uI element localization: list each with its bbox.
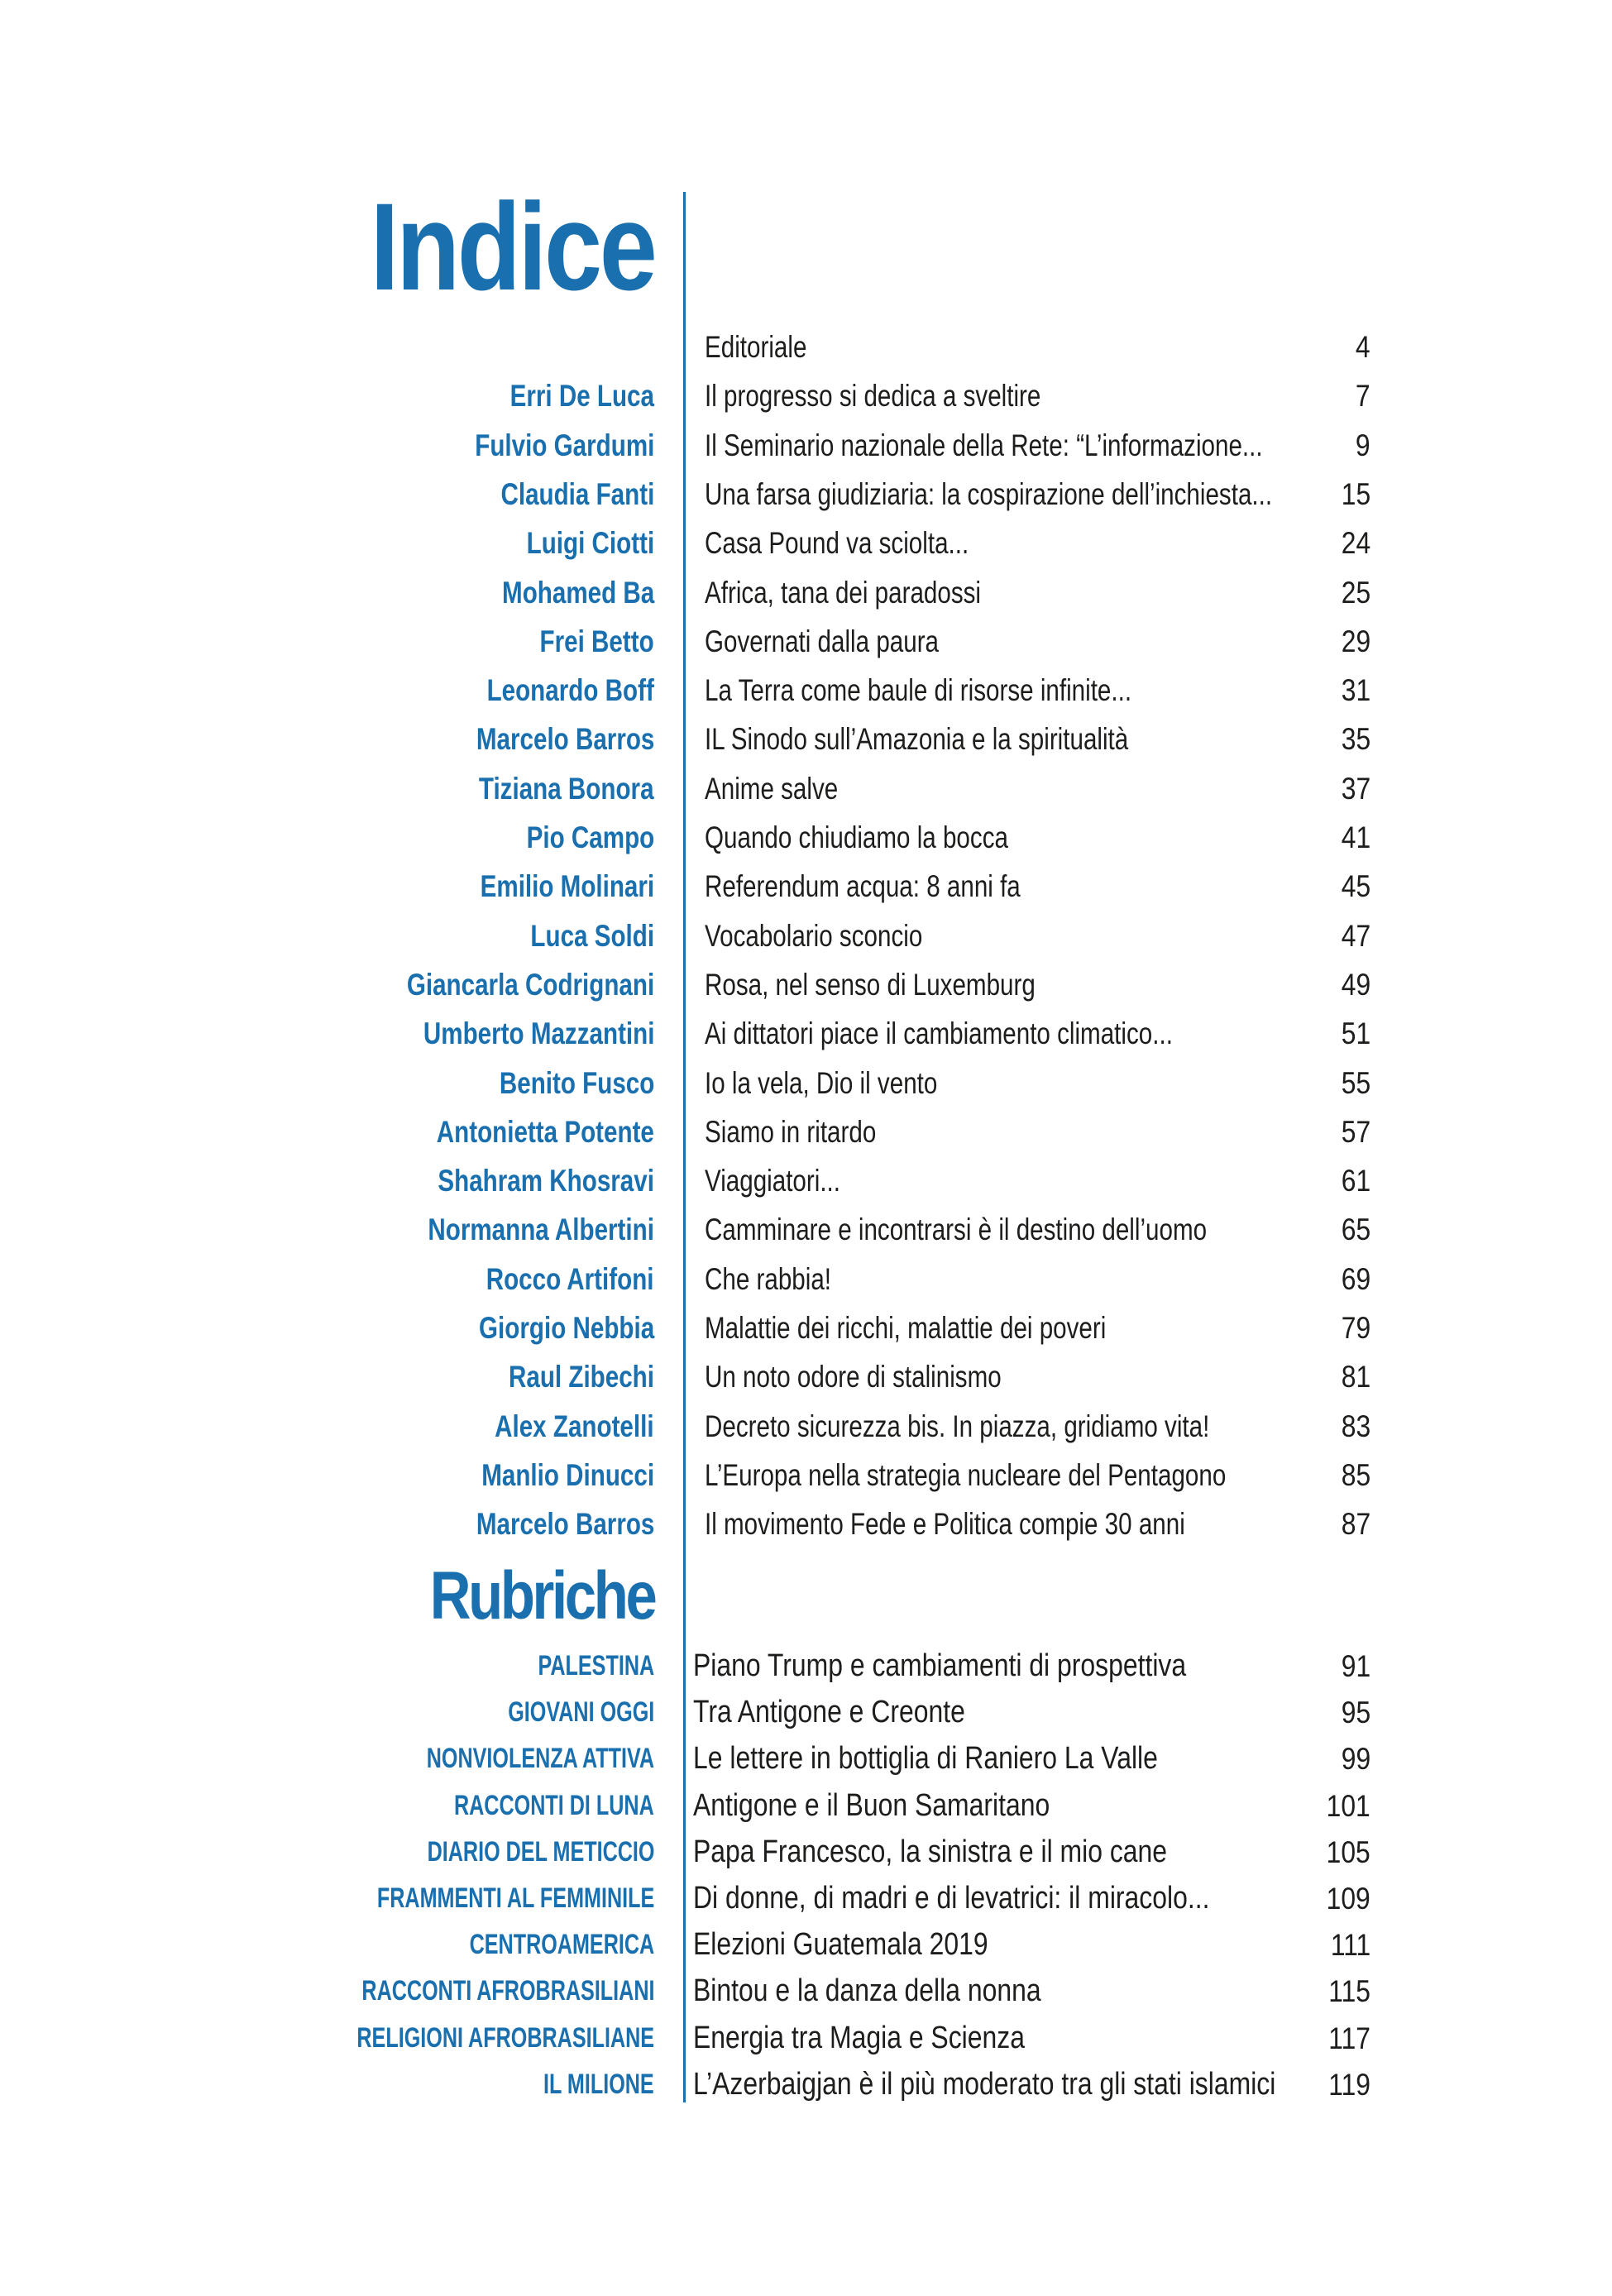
rubrica-page-number: 101 bbox=[1326, 1788, 1370, 1823]
rubrica-page-number: 91 bbox=[1341, 1649, 1370, 1683]
entry-title: Vocabolario sconcio bbox=[705, 918, 923, 953]
entry-page-number: 79 bbox=[1341, 1311, 1370, 1345]
entry-author: Normanna Albertini bbox=[428, 1213, 654, 1247]
page-title: Indice bbox=[370, 177, 654, 316]
entry-author: Benito Fusco bbox=[499, 1065, 654, 1100]
rubrica-entry[interactable] bbox=[0, 1643, 1612, 1691]
rubrica-title: Papa Francesco, la sinistra e il mio cane bbox=[693, 1834, 1168, 1869]
entry-author: Erri De Luca bbox=[509, 379, 654, 414]
rubrica-title: Bintou e la danza della nonna bbox=[693, 1973, 1041, 2009]
entry-author: Luca Soldi bbox=[530, 918, 654, 953]
rubrica-label: CENTROAMERICA bbox=[469, 1929, 654, 1961]
entry-title: Malattie dei ricchi, malattie dei poveri bbox=[705, 1311, 1107, 1345]
toc-entry[interactable] bbox=[0, 814, 1612, 862]
rubrica-page-number: 95 bbox=[1341, 1696, 1370, 1730]
entry-author: Claudia Fanti bbox=[500, 476, 654, 511]
entry-page-number: 69 bbox=[1341, 1261, 1370, 1296]
entry-author: Raul Zibechi bbox=[509, 1360, 654, 1394]
toc-entry[interactable] bbox=[0, 372, 1612, 420]
entry-page-number: 61 bbox=[1341, 1164, 1370, 1198]
toc-entry[interactable] bbox=[0, 912, 1612, 960]
entry-title: Che rabbia! bbox=[705, 1261, 832, 1296]
entry-page-number: 4 bbox=[1356, 330, 1370, 364]
entry-title: IL Sinodo sull’Amazonia e la spiritualità bbox=[705, 722, 1129, 757]
rubrica-entry[interactable] bbox=[0, 1829, 1612, 1877]
entry-page-number: 45 bbox=[1341, 869, 1370, 904]
toc-entry[interactable] bbox=[0, 1010, 1612, 1058]
toc-entry[interactable] bbox=[0, 618, 1612, 666]
entry-title: Referendum acqua: 8 anni fa bbox=[705, 869, 1021, 904]
toc-entry[interactable] bbox=[0, 1157, 1612, 1205]
entry-page-number: 85 bbox=[1341, 1457, 1370, 1492]
rubrica-title: Tra Antigone e Creonte bbox=[693, 1695, 965, 1730]
entry-author: Shahram Khosravi bbox=[438, 1164, 654, 1198]
entry-page-number: 83 bbox=[1341, 1409, 1370, 1443]
entry-page-number: 51 bbox=[1341, 1016, 1370, 1051]
entry-page-number: 49 bbox=[1341, 967, 1370, 1002]
entry-title: Il progresso si dedica a sveltire bbox=[705, 379, 1041, 414]
rubrica-entry[interactable] bbox=[0, 2061, 1612, 2109]
rubrica-label: PALESTINA bbox=[538, 1650, 654, 1681]
toc-entry[interactable] bbox=[0, 1108, 1612, 1156]
entry-author: Pio Campo bbox=[526, 820, 654, 854]
rubriche-heading: Rubriche bbox=[429, 1558, 654, 1634]
entry-author: Mohamed Ba bbox=[501, 575, 654, 610]
toc-entry[interactable] bbox=[0, 323, 1612, 371]
entry-author: Emilio Molinari bbox=[480, 869, 654, 904]
entry-title: Viaggiatori... bbox=[705, 1164, 840, 1198]
entry-author: Manlio Dinucci bbox=[481, 1457, 654, 1492]
toc-entry[interactable] bbox=[0, 715, 1612, 763]
entry-title: Il Seminario nazionale della Rete: “L’informazione... bbox=[705, 428, 1263, 462]
entry-author: Luigi Ciotti bbox=[526, 526, 654, 561]
entry-title: Casa Pound va sciolta... bbox=[705, 526, 969, 561]
toc-entry[interactable] bbox=[0, 519, 1612, 567]
toc-entry[interactable] bbox=[0, 1256, 1612, 1303]
rubrica-label: IL MILIONE bbox=[543, 2068, 654, 2100]
toc-entry[interactable] bbox=[0, 765, 1612, 813]
toc-entry[interactable] bbox=[0, 667, 1612, 715]
toc-entry[interactable] bbox=[0, 1353, 1612, 1401]
rubrica-label: FRAMMENTI AL FEMMINILE bbox=[376, 1882, 654, 1914]
entry-author: Marcelo Barros bbox=[476, 722, 654, 757]
entry-author: Leonardo Boff bbox=[486, 673, 654, 708]
toc-entry[interactable] bbox=[0, 422, 1612, 470]
toc-entry[interactable] bbox=[0, 569, 1612, 617]
toc-entry[interactable] bbox=[0, 1403, 1612, 1451]
rubrica-entry[interactable] bbox=[0, 1921, 1612, 1969]
rubrica-title: Piano Trump e cambiamenti di prospettiva bbox=[693, 1648, 1187, 1683]
rubrica-entry[interactable] bbox=[0, 1875, 1612, 1923]
entry-page-number: 47 bbox=[1341, 918, 1370, 953]
rubrica-title: Di donne, di madri e di levatrici: il miracolo... bbox=[693, 1881, 1210, 1916]
toc-entry[interactable] bbox=[0, 1500, 1612, 1548]
entry-title: Editoriale bbox=[705, 330, 807, 364]
rubrica-entry[interactable] bbox=[0, 2015, 1612, 2063]
rubrica-title: Elezioni Guatemala 2019 bbox=[693, 1927, 988, 1963]
toc-entry[interactable] bbox=[0, 1452, 1612, 1500]
entry-page-number: 35 bbox=[1341, 722, 1370, 757]
entry-page-number: 9 bbox=[1356, 428, 1370, 462]
toc-entry[interactable] bbox=[0, 471, 1612, 519]
rubrica-label: RACCONTI DI LUNA bbox=[454, 1789, 654, 1821]
toc-entry[interactable] bbox=[0, 1060, 1612, 1107]
entry-author: Rocco Artifoni bbox=[486, 1261, 654, 1296]
entry-title: Una farsa giudiziaria: la cospirazione dell’inchiesta... bbox=[705, 476, 1273, 511]
toc-entry[interactable] bbox=[0, 1206, 1612, 1254]
entry-page-number: 29 bbox=[1341, 624, 1370, 658]
entry-title: Ai dittatori piace il cambiamento climatico... bbox=[705, 1016, 1173, 1051]
entry-page-number: 24 bbox=[1341, 526, 1370, 561]
rubrica-page-number: 99 bbox=[1341, 1742, 1370, 1777]
entry-title: L’Europa nella strategia nucleare del Pentagono bbox=[705, 1457, 1227, 1492]
entry-author: Umberto Mazzantini bbox=[423, 1016, 654, 1051]
toc-entry[interactable] bbox=[0, 1304, 1612, 1352]
entry-author: Giancarla Codrignani bbox=[406, 967, 654, 1002]
rubrica-label: RACCONTI AFROBRASILIANI bbox=[361, 1975, 654, 2007]
entry-author: Fulvio Gardumi bbox=[474, 428, 654, 462]
entry-page-number: 7 bbox=[1356, 379, 1370, 414]
entry-title: Siamo in ritardo bbox=[705, 1114, 877, 1149]
entry-page-number: 31 bbox=[1341, 673, 1370, 708]
entry-page-number: 25 bbox=[1341, 575, 1370, 610]
entry-title: Rosa, nel senso di Luxemburg bbox=[705, 967, 1036, 1002]
entry-title: Quando chiudiamo la bocca bbox=[705, 820, 1008, 854]
entry-title: Decreto sicurezza bis. In piazza, gridiamo vita! bbox=[705, 1409, 1210, 1443]
rubrica-title: L’Azerbaigjan è il più moderato tra gli stati islamici bbox=[693, 2066, 1276, 2102]
entry-title: Il movimento Fede e Politica compie 30 anni bbox=[705, 1507, 1185, 1542]
entry-author: Frei Betto bbox=[539, 624, 654, 658]
entry-title: Africa, tana dei paradossi bbox=[705, 575, 982, 610]
rubrica-page-number: 111 bbox=[1330, 1928, 1370, 1963]
entry-page-number: 41 bbox=[1341, 820, 1370, 854]
entry-title: La Terra come baule di risorse infinite... bbox=[705, 673, 1132, 708]
entry-author: Alex Zanotelli bbox=[495, 1409, 654, 1443]
entry-page-number: 55 bbox=[1341, 1065, 1370, 1100]
rubrica-entry[interactable] bbox=[0, 1968, 1612, 2016]
rubrica-title: Antigone e il Buon Samaritano bbox=[693, 1787, 1050, 1823]
toc-entry[interactable] bbox=[0, 863, 1612, 911]
rubrica-entry[interactable] bbox=[0, 1782, 1612, 1830]
rubrica-entry[interactable] bbox=[0, 1689, 1612, 1737]
rubrica-title: Energia tra Magia e Scienza bbox=[693, 2020, 1025, 2055]
toc-entry[interactable] bbox=[0, 961, 1612, 1009]
entry-title: Un noto odore di stalinismo bbox=[705, 1360, 1002, 1394]
rubrica-label: GIOVANI OGGI bbox=[507, 1696, 654, 1729]
rubrica-page-number: 119 bbox=[1328, 2067, 1370, 2102]
entry-author: Tiziana Bonora bbox=[479, 771, 654, 806]
entry-title: Governati dalla paura bbox=[705, 624, 940, 658]
rubrica-entry[interactable] bbox=[0, 1735, 1612, 1783]
entry-page-number: 65 bbox=[1341, 1213, 1370, 1247]
entry-title: Anime salve bbox=[705, 771, 839, 806]
entry-author: Marcelo Barros bbox=[476, 1507, 654, 1542]
entry-page-number: 37 bbox=[1341, 771, 1370, 806]
entry-page-number: 87 bbox=[1341, 1507, 1370, 1542]
rubrica-label: NONVIOLENZA ATTIVA bbox=[426, 1743, 654, 1775]
rubrica-title: Le lettere in bottiglia di Raniero La Valle bbox=[693, 1741, 1158, 1777]
rubrica-page-number: 117 bbox=[1328, 2021, 1370, 2055]
entry-page-number: 15 bbox=[1341, 476, 1370, 511]
rubrica-page-number: 105 bbox=[1326, 1834, 1370, 1869]
entry-author: Giorgio Nebbia bbox=[478, 1311, 654, 1345]
rubrica-page-number: 109 bbox=[1326, 1882, 1370, 1916]
rubrica-label: RELIGIONI AFROBRASILIANE bbox=[356, 2021, 654, 2054]
rubrica-label: DIARIO DEL METICCIO bbox=[427, 1835, 654, 1868]
entry-page-number: 81 bbox=[1341, 1360, 1370, 1394]
rubrica-page-number: 115 bbox=[1328, 1974, 1370, 2009]
entry-author: Antonietta Potente bbox=[436, 1114, 654, 1149]
entry-page-number: 57 bbox=[1341, 1114, 1370, 1149]
entry-title: Io la vela, Dio il vento bbox=[705, 1065, 938, 1100]
entry-title: Camminare e incontrarsi è il destino dell’uomo bbox=[705, 1213, 1208, 1247]
